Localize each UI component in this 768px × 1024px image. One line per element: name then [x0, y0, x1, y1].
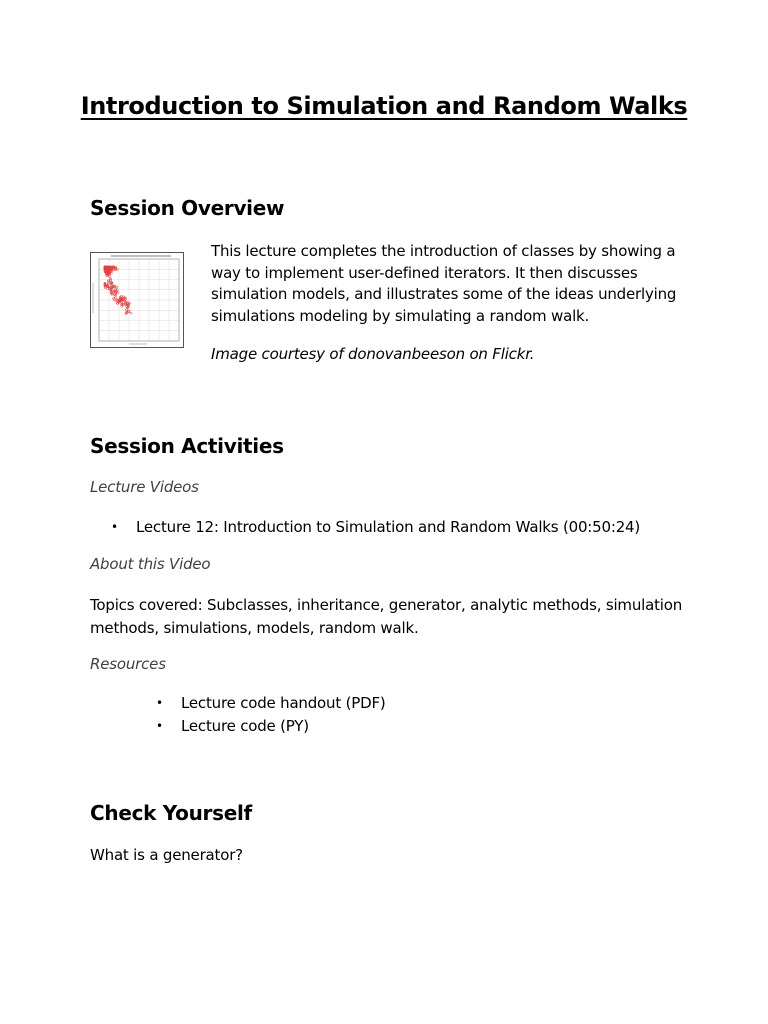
- list-item[interactable]: [156, 692, 386, 715]
- random-walk-plot: [91, 253, 183, 347]
- lecture-videos-label: Lecture Videos: [90, 478, 199, 496]
- bullet-icon: •: [111, 520, 118, 534]
- resources-list: [156, 692, 386, 737]
- lecture-videos-list: [111, 516, 641, 539]
- image-credit: Image courtesy of donovanbeeson on Flickr.: [211, 345, 535, 363]
- resource-link-handout[interactable]: Lecture code handout (PDF): [181, 694, 386, 712]
- about-video-label: About this Video: [90, 555, 211, 573]
- overview-paragraph: This lecture completes the introduction of classes by showing a way to implement user-defined iterators. It then discusses simulation models, and illustrates some of the ideas underlying simulations modeling by simulating a random walk.: [211, 242, 677, 325]
- resources-label: Resources: [90, 655, 166, 673]
- list-item[interactable]: [111, 516, 641, 539]
- bullet-icon: •: [156, 696, 163, 710]
- lecture-video-link[interactable]: Lecture 12: Introduction to Simulation and Random Walks (00:50:24): [136, 518, 641, 536]
- random-walk-thumbnail: [90, 252, 184, 348]
- list-item[interactable]: [156, 715, 386, 738]
- topics-covered: Topics covered: Subclasses, inheritance, generator, analytic methods, simulation methods, simulations, models, random walk.: [90, 596, 683, 637]
- resource-link-code[interactable]: Lecture code (PY): [181, 716, 309, 735]
- session-overview-heading: Session Overview: [90, 196, 285, 220]
- page-title: Introduction to Simulation and Random Walks: [80, 92, 688, 120]
- check-yourself-heading: Check Yourself: [90, 801, 252, 825]
- session-activities-heading: Session Activities: [90, 434, 284, 458]
- bullet-icon: •: [156, 718, 163, 733]
- check-question: What is a generator?: [90, 846, 243, 864]
